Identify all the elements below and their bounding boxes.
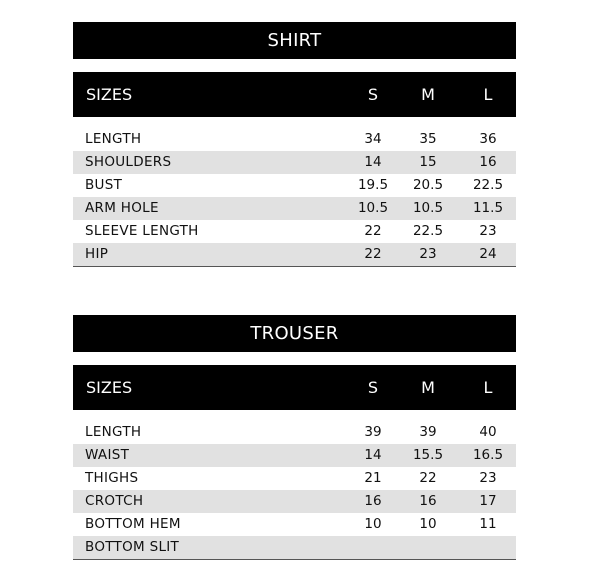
- trouser-header-l: L: [483, 378, 493, 397]
- shirt-header-m: M: [421, 85, 435, 104]
- trouser-bottom-rule: [73, 559, 516, 560]
- table-row: [73, 128, 516, 151]
- cell-s: 39: [364, 424, 382, 440]
- row-label: WAIST: [85, 447, 130, 463]
- table-row: [73, 536, 516, 559]
- row-label: THIGHS: [85, 470, 139, 486]
- cell-l: 11: [479, 516, 497, 532]
- table-row: [73, 444, 516, 467]
- trouser-title-bar: [73, 315, 516, 352]
- cell-s: 34: [364, 131, 382, 147]
- cell-l: 11.5: [472, 200, 504, 216]
- cell-l: 36: [479, 131, 497, 147]
- shirt-size-chart: [73, 22, 516, 268]
- cell-l: 24: [479, 246, 497, 262]
- cell-l: 40: [479, 424, 497, 440]
- table-row: [73, 174, 516, 197]
- trouser-header-row: [73, 365, 516, 410]
- row-label: BOTTOM SLIT: [85, 539, 180, 555]
- cell-m: 39: [419, 424, 437, 440]
- cell-m: 10.5: [412, 200, 444, 216]
- row-label: LENGTH: [85, 424, 142, 440]
- row-label: ARM HOLE: [85, 200, 159, 216]
- cell-m: 22: [419, 470, 437, 486]
- cell-l: 16: [479, 154, 497, 170]
- table-row: [73, 197, 516, 220]
- shirt-title: SHIRT: [267, 30, 322, 51]
- shirt-header-row: [73, 72, 516, 117]
- shirt-header-sizes: SIZES: [86, 85, 133, 104]
- trouser-header-sizes: SIZES: [86, 378, 133, 397]
- cell-s: 14: [364, 154, 382, 170]
- row-label: SHOULDERS: [85, 154, 172, 170]
- cell-l: 22.5: [472, 177, 504, 193]
- shirt-title-bar: [73, 22, 516, 59]
- cell-l: 17: [479, 493, 497, 509]
- cell-m: 15.5: [412, 447, 444, 463]
- cell-l: 23: [479, 223, 497, 239]
- cell-m: 23: [419, 246, 437, 262]
- table-row: [73, 243, 516, 266]
- row-label: BUST: [85, 177, 123, 193]
- cell-l: 16.5: [472, 447, 504, 463]
- cell-m: 10: [419, 516, 437, 532]
- cell-s: 16: [364, 493, 382, 509]
- table-row: [73, 220, 516, 243]
- cell-s: 14: [364, 447, 382, 463]
- trouser-title: TROUSER: [250, 323, 339, 344]
- trouser-header-m: M: [421, 378, 435, 397]
- row-label: LENGTH: [85, 131, 142, 147]
- trouser-size-chart: [73, 315, 516, 561]
- row-label: BOTTOM HEM: [85, 516, 181, 532]
- cell-s: 10.5: [357, 200, 389, 216]
- table-row: [73, 513, 516, 536]
- row-label: CROTCH: [85, 493, 144, 509]
- shirt-header-l: L: [483, 85, 493, 104]
- cell-m: 16: [419, 493, 437, 509]
- cell-m: 35: [419, 131, 437, 147]
- cell-s: 10: [364, 516, 382, 532]
- table-row: [73, 151, 516, 174]
- trouser-rows: [73, 421, 516, 559]
- row-label: SLEEVE LENGTH: [85, 223, 199, 239]
- table-row: [73, 490, 516, 513]
- table-row: [73, 467, 516, 490]
- cell-m: 22.5: [412, 223, 444, 239]
- cell-m: 15: [419, 154, 437, 170]
- table-row: [73, 421, 516, 444]
- shirt-header-s: S: [367, 85, 379, 104]
- row-label: HIP: [85, 246, 109, 262]
- cell-s: 21: [364, 470, 382, 486]
- shirt-bottom-rule: [73, 266, 516, 267]
- cell-s: 22: [364, 246, 382, 262]
- cell-s: 19.5: [357, 177, 389, 193]
- cell-s: 22: [364, 223, 382, 239]
- cell-l: 23: [479, 470, 497, 486]
- shirt-rows: [73, 128, 516, 266]
- trouser-header-s: S: [367, 378, 379, 397]
- cell-m: 20.5: [412, 177, 444, 193]
